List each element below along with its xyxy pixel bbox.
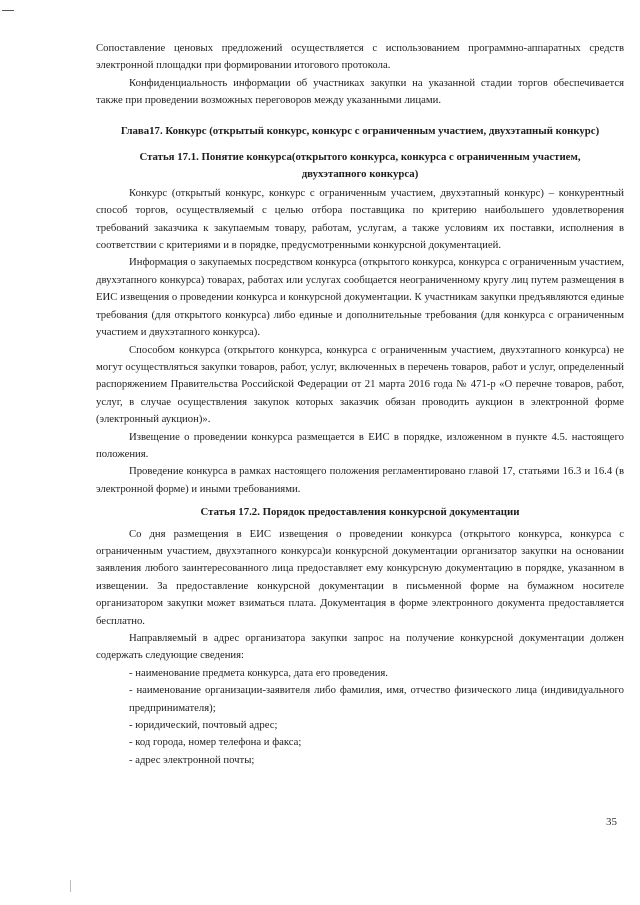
scan-mark-bottom [70,880,71,892]
scan-mark [2,10,14,11]
article-17-1-paragraph-1: Конкурс (открытый конкурс, конкурс с ограниченным участием, двухэтапный конкурс) – конкурентный способ торгов, осуществляемый с целью отбора поставщика по критерию наибольшего удовлетворения требований заказчика к закупаемым товару, работам, услугам, а также условиям их поставки, исполнения в соответствии с критериями и в порядке, предусмотренными конкурсной документацией. [96,186,624,252]
chapter-title: Глава17. Конкурс (открытый конкурс, конкурс с ограниченным участием, двухэтапный конкурс) [120,124,600,137]
document-body [96,40,624,769]
intro-paragraph-2: Конфиденциальность информации об участниках закупки на указанной стадии торгов обеспечивается также при проведении возможных переговоров между указанными лицами. [96,76,624,107]
article-17-1-paragraph-4: Извещение о проведении конкурса размещается в ЕИС в порядке, изложенном в пункте 4.5. настоящего положения. [96,430,624,460]
page-number: 35 [606,816,617,828]
article-17-1-paragraph-2: Информация о закупаемых посредством конкурса (открытого конкурса, конкурса с ограниченным участием, двухэтапного конкурса) товарах, работах или услугах сообщается неограниченному кругу лиц путем размещения в ЕИС извещения о проведении конкурса и конкурсной документации. К участникам закупки предъявляются единые требования (для открытого конкурса) либо единые и дополнительные требования (для конкурса с ограниченным участием и двухэтапного конкурса). [96,256,624,339]
article-17-1-paragraph-5: Проведение конкурса в рамках настоящего положения регламентировано главой 17, статьями 16.3 и 16.4 (в электронной форме) и иными требованиями. [96,465,624,495]
list-item: - код города, номер телефона и факса; [129,736,302,749]
list-item: - юридический, почтовый адрес; [129,719,278,732]
article-17-1-paragraph-3: Способом конкурса (открытого конкурса, конкурса с ограниченным участием, двухэтапного конкурса) не могут осуществляться закупки товаров, работ, услуг, включенных в перечень товаров, работ и услуг, определенный распоряжением Правительства Российской Федерации от 21 марта 2016 года № 471-р «О перечне товаров, работ, услуг, в случае осуществления закупок которых заказчик обязан проводить аукцион в электронной форме (электронный аукцион)». [96,343,624,426]
requirements-list [96,665,624,769]
article-17-2-paragraph-2: Направляемый в адрес организатора закупки запрос на получение конкурсной документации должен содержать следующие сведения: [96,632,624,662]
list-item: - наименование организации-заявителя либо фамилия, имя, отчество физического лица (индивидуального предпринимателя); [129,684,624,714]
article-17-2-paragraph-1: Со дня размещения в ЕИС извещения о проведении конкурса (открытого конкурса, конкурса с ограниченным участием, двухэтапного конкурса)и конкурсной документации организатор закупки на основании заявления любого заинтересованного лица предоставляет ему конкурсную документацию в порядке, указанном в извещении. За предоставление конкурсной документации в письменной форме на бумажном носителе организатором закупки может взиматься плата. Документация в форме электронного документа предоставляется бесплатно. [96,527,624,627]
list-item: - адрес электронной почты; [129,753,255,766]
list-item: - наименование предмета конкурса, дата его проведения. [129,666,388,679]
article-17-1-title: Статья 17.1. Понятие конкурса(открытого конкурса, конкурса с ограниченным участием, двухэтапного конкурса) [139,151,581,181]
intro-paragraph-1: Сопоставление ценовых предложений осуществляется с использованием программно-аппаратных средств электронной площадки при формировании итогового протокола. [96,42,624,72]
article-17-2-title: Статья 17.2. Порядок предоставления конкурсной документации [200,506,520,519]
